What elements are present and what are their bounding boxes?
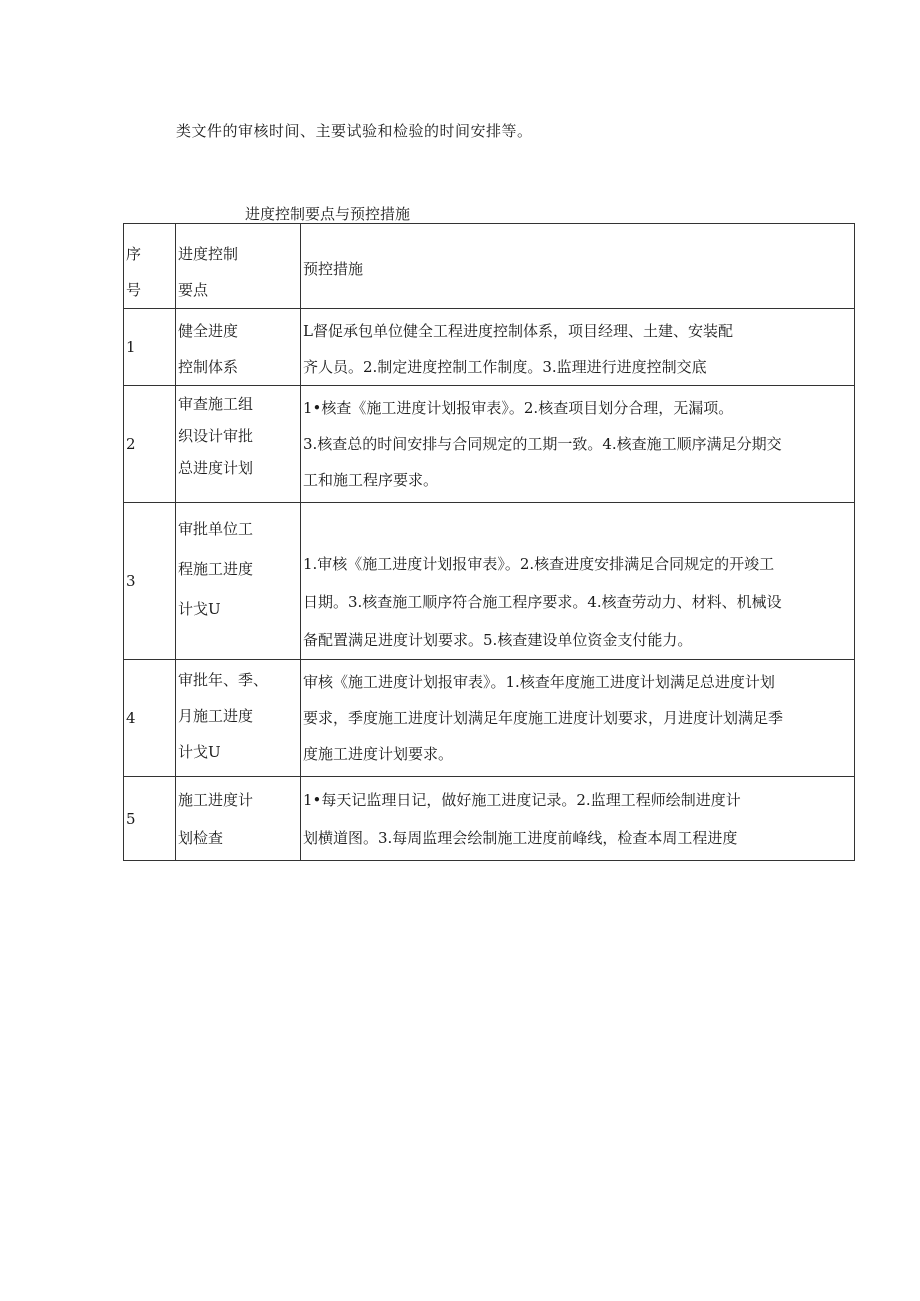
row-point-cell [176,777,301,861]
table-row [124,309,855,386]
table-row [124,503,855,660]
row-no: 2 [126,435,136,453]
row-point-cell [176,660,301,777]
row-no-cell [124,309,176,386]
row-measure-line: 1•核查《施工进度计划报审表》。2.核查项目划分合理，无漏项。 [303,399,734,417]
row-measure-line: 1•每天记监理日记，做好施工进度记录。2.监理工程师绘制进度计 [303,791,741,809]
row-measure-line: 备配置满足进度计划要求。5.核查建设单位资金支付能力。 [303,631,693,649]
header-measures-cell [301,224,855,309]
row-point-cell [176,386,301,503]
row-no-cell [124,386,176,503]
header-point-line: 要点 [178,281,209,299]
header-no-line: 序 [126,245,142,263]
row-no-cell [124,777,176,861]
table-row [124,660,855,777]
intro-paragraph: 类文件的审核时间、主要试验和检验的时间安排等。 [176,122,533,140]
row-point-line: 划检查 [178,829,224,847]
header-point-line: 进度控制 [178,245,239,263]
row-point-cell [176,503,301,660]
table-caption: 进度控制要点与预控措施 [245,205,411,223]
row-point-line: 审查施工组 [178,395,254,413]
row-no-cell [124,660,176,777]
table-row [124,386,855,503]
row-point-cell [176,309,301,386]
row-point-line: 健全进度 [178,322,239,340]
row-measure-line: 度施工进度计划要求。 [303,745,454,763]
row-measure-cell [301,503,855,660]
header-measures: 预控措施 [303,259,364,278]
row-point-line: 控制体系 [178,358,239,376]
row-measure-cell [301,777,855,861]
row-no: 1 [126,338,136,356]
header-no-line: 号 [126,281,142,299]
row-measure-line: L督促承包单位健全工程进度控制体系，项目经理、土建、安装配 [303,322,733,340]
row-point-line: 计戈U [178,600,221,618]
row-measure-line: 齐人员。2.制定进度控制工作制度。3.监理进行进度控制交底 [303,358,707,376]
row-point-line: 审批单位工 [178,520,254,538]
row-measure-cell [301,660,855,777]
row-measure-line: 工和施工程序要求。 [303,471,439,489]
row-no-cell [124,503,176,660]
header-no-cell [124,224,176,309]
row-point-line: 月施工进度 [178,707,254,725]
row-point-line: 施工进度计 [178,791,254,809]
row-measure-line: 日期。3.核查施工顺序符合施工程序要求。4.核查劳动力、材料、机械设 [303,593,782,611]
row-point-line: 审批年、季、 [178,671,269,689]
row-no: 3 [126,572,136,590]
progress-control-table [123,223,855,861]
row-point-line: 总进度计划 [178,459,254,477]
row-measure-line: 1.审核《施工进度计划报审表》。2.核查进度安排满足合同规定的开竣工 [303,555,775,573]
row-no: 5 [126,809,136,828]
row-measure-line: 划横道图。3.每周监理会绘制施工进度前峰线，检查本周工程进度 [303,829,738,847]
row-no: 4 [126,709,136,727]
row-point-line: 程施工进度 [178,560,254,578]
row-measure-cell [301,386,855,503]
header-point-cell [176,224,301,309]
row-measure-cell [301,309,855,386]
table-row [124,777,855,861]
row-measure-line: 3.核查总的时间安排与合同规定的工期一致。4.核查施工顺序满足分期交 [303,435,782,453]
row-point-line: 计戈U [178,743,221,761]
table-header-row [124,224,855,309]
row-measure-line: 审核《施工进度计划报审表》。1.核查年度施工进度计划满足总进度计划 [303,673,775,691]
row-point-line: 织设计审批 [178,427,254,445]
row-measure-line: 要求，季度施工进度计划满足年度施工进度计划要求，月进度计划满足季 [303,709,784,727]
